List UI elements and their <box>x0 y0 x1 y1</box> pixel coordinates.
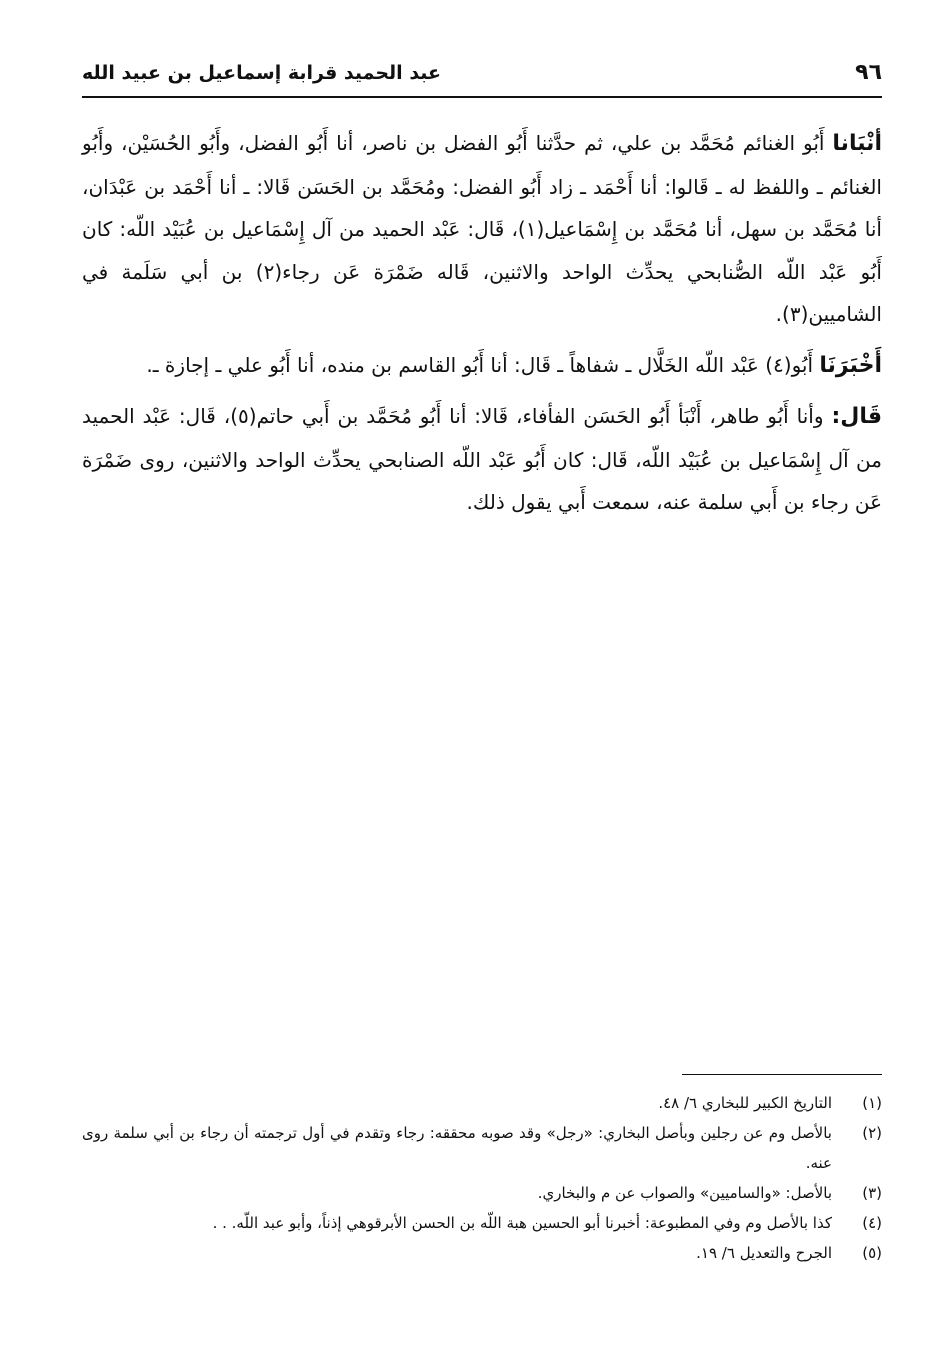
lead-word: أَخْبَرَنَا <box>819 352 882 378</box>
paragraph <box>82 344 882 388</box>
footnote-number: (٤) <box>862 1214 882 1232</box>
footnote-rule <box>682 1074 882 1075</box>
paragraph-text: وأنا أَبُو طاهر، أَنْبَأ أَبُو الحَسَن الفأفاء، قَالا: أنا أَبُو مُحَمَّد بن أَبي حاتم(٥)، قَال: عَبْد الحميد من آل إِسْمَاعيل بن عُبَيْد اللّه، قَال: كان أَبُو عَبْد اللّه الصنابحي يحدِّث الواحد والاثنين، روى ضَمْرَة عَن رجاء بن أَبي سلمة عنه، سمعت أَبي يقول ذلك. <box>82 404 882 514</box>
footnote <box>82 1208 882 1238</box>
footnote <box>82 1178 882 1208</box>
footnote-number: (١) <box>862 1094 882 1112</box>
footnotes <box>82 1088 882 1268</box>
footnote <box>82 1088 882 1118</box>
paragraph-text: أَبُو(٤) عَبْد اللّه الخَلَّال ـ شفاهاً ـ قَال: أنا أَبُو القاسم بن منده، أنا أَبُو علي ـ إجازة ـ. <box>146 352 820 377</box>
footnote <box>82 1118 882 1178</box>
footnote-number: (٣) <box>862 1184 882 1202</box>
lead-word: أنْبَانا <box>832 131 882 156</box>
header-rule <box>82 96 882 98</box>
footnote-text: كذا بالأصل وم وفي المطبوعة: أخبرنا أبو الحسين هبة اللّه بن الحسن الأبرقوهي إذناً، وأبو عبد اللّه. . . <box>212 1214 832 1232</box>
footnote-text: بالأصل: «والساميين» والصواب عن م والبخاري. <box>537 1184 832 1202</box>
footnote-number: (٢) <box>862 1124 882 1142</box>
footnote-number: (٥) <box>862 1244 882 1262</box>
footnote <box>82 1238 882 1268</box>
lead-word: قَال: <box>831 404 882 429</box>
footnote-text: الجرح والتعديل ٦/ ١٩. <box>696 1244 832 1262</box>
paragraph <box>82 395 882 524</box>
paragraph-text: أَبُو الغنائم مُحَمَّد بن علي، ثم حدَّثنا أَبُو الفضل بن ناصر، أنا أَبُو الفضل، وأَبُو الحُسَيْن، وأَبُو الغنائم ـ واللفظ له ـ قَالوا: أنا أَحْمَد ـ زاد أَبُو الفضل: ومُحَمَّد بن الحَسَن قَالا: ـ أنا أَحْمَد بن عَبْدَان، أنا مُحَمَّد بن سهل، أنا مُحَمَّد بن إِسْمَاعيل(١)، قَال: عَبْد الحميد من آل إِسْمَاعيل بن عُبَيْد اللّه: كان أَبُو عَبْد اللّه الصُّنابحي يحدِّث الواحد والاثنين، قَاله ضَمْرَة عَن رجاء(٢) بن أبي سَلَمة في الشاميين(٣). <box>82 131 882 326</box>
running-head-title: عبد الحميد قرابة إسماعيل بن عبيد الله <box>82 62 442 84</box>
footnote-text: بالأصل وم عن رجلين وبأصل البخاري: «رجل» وقد صوبه محققه: رجاء وتقدم في أول ترجمته أن رجاء بن أبي سلمة روى عنه. <box>82 1124 832 1172</box>
main-text <box>82 122 882 532</box>
paragraph <box>82 122 882 336</box>
footnote-text: التاريخ الكبير للبخاري ٦/ ٤٨. <box>658 1094 832 1112</box>
running-head <box>82 58 882 94</box>
page-number: ٩٦ <box>855 60 882 85</box>
